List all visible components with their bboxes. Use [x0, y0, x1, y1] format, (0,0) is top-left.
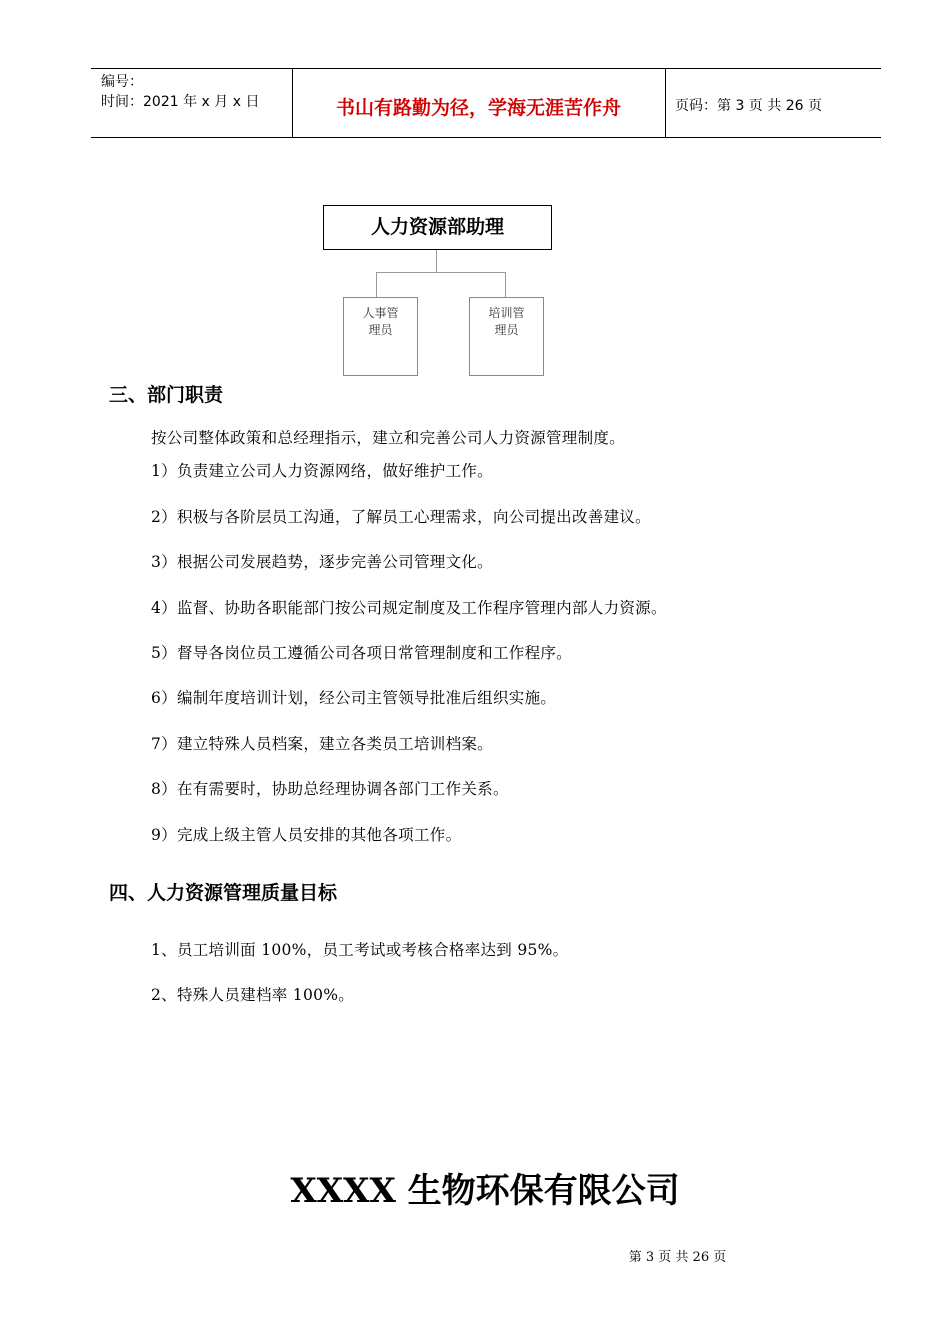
document-number-label: 编号：: [101, 74, 143, 90]
org-chart-child-label: 理员: [494, 323, 519, 337]
org-chart-top-node: 人力资源部助理: [323, 205, 552, 250]
org-chart-connector-right: [505, 272, 506, 297]
duty-item: 5）督导各岗位员工遵循公司各项日常管理制度和工作程序。: [151, 644, 572, 662]
org-chart-connector-horizontal: [376, 272, 506, 273]
quality-goal-item: 1、员工培训面 100%，员工考试或考核合格率达到 95%。: [151, 941, 569, 959]
section-heading-duties: 三、部门职责: [109, 384, 224, 406]
org-chart-connector-left: [376, 272, 377, 297]
org-chart-child-training: [469, 297, 544, 376]
org-chart-child-label: 培训管: [488, 306, 525, 320]
org-chart-child-label: 理员: [368, 323, 393, 337]
org-chart-child-label: 人事管: [362, 306, 399, 320]
section-heading-quality-goals: 四、人力资源管理质量目标: [109, 882, 338, 904]
org-chart-connector-vertical: [436, 250, 437, 272]
header-motto: 书山有路勤为径，学海无涯苦作舟: [335, 97, 621, 119]
org-chart: [0, 0, 950, 400]
duty-item: 1）负责建立公司人力资源网络，做好维护工作。: [151, 462, 493, 480]
duty-item: 6）编制年度培训计划，经公司主管领导批准后组织实施。: [151, 689, 557, 707]
quality-goal-item: 2、特殊人员建档率 100%。: [151, 986, 355, 1004]
document-time-label: 时间：2021 年 x 月 x 日: [101, 94, 260, 110]
header-page-number: 页码：第 3 页 共 26 页: [675, 98, 822, 114]
duty-item: 2）积极与各阶层员工沟通，了解员工心理需求，向公司提出改善建议。: [151, 508, 651, 526]
duty-item: 7）建立特殊人员档案，建立各类员工培训档案。: [151, 735, 493, 753]
duty-item: 9）完成上级主管人员安排的其他各项工作。: [151, 826, 462, 844]
page-footer: 第 3 页 共 26 页: [628, 1250, 727, 1265]
org-chart-child-personnel: [343, 297, 418, 376]
duty-item: 3）根据公司发展趋势，逐步完善公司管理文化。: [151, 553, 493, 571]
duty-item: 4）监督、协助各职能部门按公司规定制度及工作程序管理内部人力资源。: [151, 599, 667, 617]
duties-intro: 按公司整体政策和总经理指示，建立和完善公司人力资源管理制度。: [151, 429, 626, 447]
duty-item: 8）在有需要时，协助总经理协调各部门工作关系。: [151, 780, 509, 798]
company-name: XXXX 生物环保有限公司: [290, 1171, 680, 1211]
